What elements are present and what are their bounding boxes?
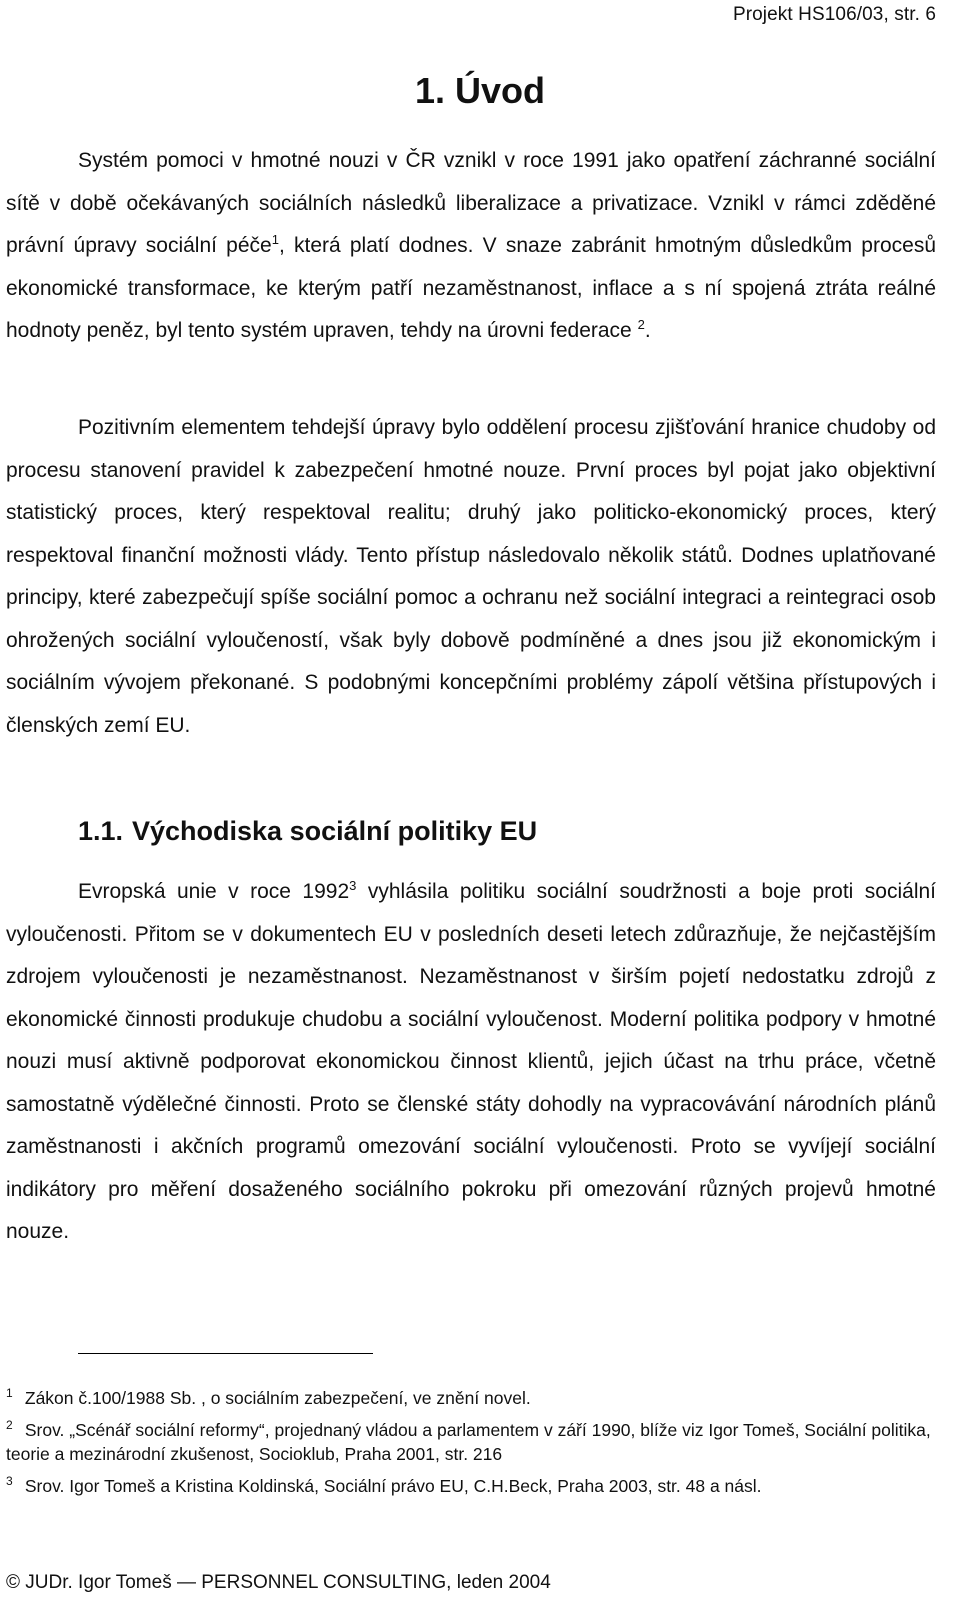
footnote-2: $^2$ Srov. „Scénář sociální reformy“, projednaný vládou a parlamentem v září 1990, blíže viz Igor Tomeš, Sociální politika, teorie a mezinárodní zkušenost, Socioklub, Praha 2001, str. 216 (6, 1418, 931, 1464)
section-title-text: Východiska sociální politiky EU (132, 816, 538, 846)
page-footer: © JUDr. Igor Tomeš — PERSONNEL CONSULTING, leden 2004 (6, 1572, 551, 1593)
footnote-text: Srov. „Scénář sociální reformy“, projednaný vládou a parlamentem v září 1990, blíže viz Igor Tomeš, Sociální politika, teorie a mezinárodní zkušenost, Socioklub, Praha 2001, str. 216 (6, 1420, 931, 1464)
section-paragraph (6, 871, 936, 1254)
footnote-text: Zákon č.100/1988 Sb. , o sociálním zabezpečení, ve znění novel. (24, 1388, 531, 1408)
paragraph-text: vyhlásila politiku sociální soudržnosti a boje proti sociální vyloučenosti. Přitom se v dokumentech EU v posledních deseti letech zdůrazňuje, že nejčastějším zdrojem vyloučenosti je nezaměstnanost. Nezaměstnanost v širším pojetí nedostatku zdrojů z ekonomické činnosti produkuje chudobu a sociální vyloučenost. Moderní politika podpory v hmotné nouzi musí aktivně podporovat ekonomickou činnost klientů, jejich účast na trhu práce, včetně samostatně výdělečné činnosti. Proto se členské státy dohodly na vypracovávání národních plánů zaměstnanosti i akčních programů omezování sociální vyloučenosti. Proto se vyvíjejí sociální indikátory pro měření dosaženého sociálního pokroku při omezování různých projevů hmotné nouze. (6, 880, 936, 1243)
footnote-1: $^1$ Zákon č.100/1988 Sb. , o sociálním zabezpečení, ve znění novel. (6, 1386, 531, 1408)
footnote-ref-2: 2 (637, 317, 645, 332)
section-heading (78, 816, 537, 847)
paragraph-text: , která platí dodnes. V snaze zabránit hmotným důsledkům procesů ekonomické transformace, ke kterým patří nezaměstnanost, inflace a s ní spojená ztráta reálné hodnoty peněz, byl tento systém upraven, tehdy na úrovni federace (6, 234, 936, 342)
footnote-ref-3: 3 (349, 878, 357, 893)
intro-paragraph (6, 140, 936, 353)
paragraph-text: . (644, 319, 651, 342)
page-header: Projekt HS106/03, str. 6 (732, 4, 936, 25)
chapter-title: 1. Úvod (414, 70, 546, 111)
footnote-3: $^3$ Srov. Igor Tomeš a Kristina Koldinská, Sociální právo EU, C.H.Beck, Praha 2003, str. 48 a násl. (6, 1474, 762, 1496)
paragraph-text: Systém pomoci v hmotné nouzi v ČR vznikl v roce 1991 jako opatření záchranné sociální sítě v době očekávaných sociálních následků liberalizace a privatizace. Vznikl v rámci zděděné právní úpravy sociální péče (6, 149, 936, 257)
footnote-separator (78, 1353, 373, 1354)
footnote-text: Srov. Igor Tomeš a Kristina Koldinská, Sociální právo EU, C.H.Beck, Praha 2003, str. 48 a násl. (24, 1476, 762, 1496)
paragraph-text: Evropská unie v roce 1992 (78, 880, 350, 903)
footnote-ref-1: 1 (271, 232, 279, 247)
section-number: 1.1. (78, 816, 124, 846)
paragraph-text: Pozitivním elementem tehdejší úpravy bylo oddělení procesu zjišťování hranice chudoby od procesu stanovení pravidel k zabezpečení hmotné nouze. První proces byl pojat jako objektivní statistický proces, který respektoval realitu; druhý jako politicko-ekonomický proces, který respektoval finanční možnosti vlády. Tento přístup následovalo několik států. Dodnes uplatňované principy, které zabezpečují spíše sociální pomoc a ochranu než sociální integraci a reintegraci osob ohrožených sociální vyloučeností, však byly dobově podmíněné a dnes jsou již ekonomickým i sociálním vývojem překonané. S podobnými koncepčními problémy zápolí většina přístupových i členských zemí EU. (6, 416, 936, 737)
body-paragraph (6, 407, 936, 747)
